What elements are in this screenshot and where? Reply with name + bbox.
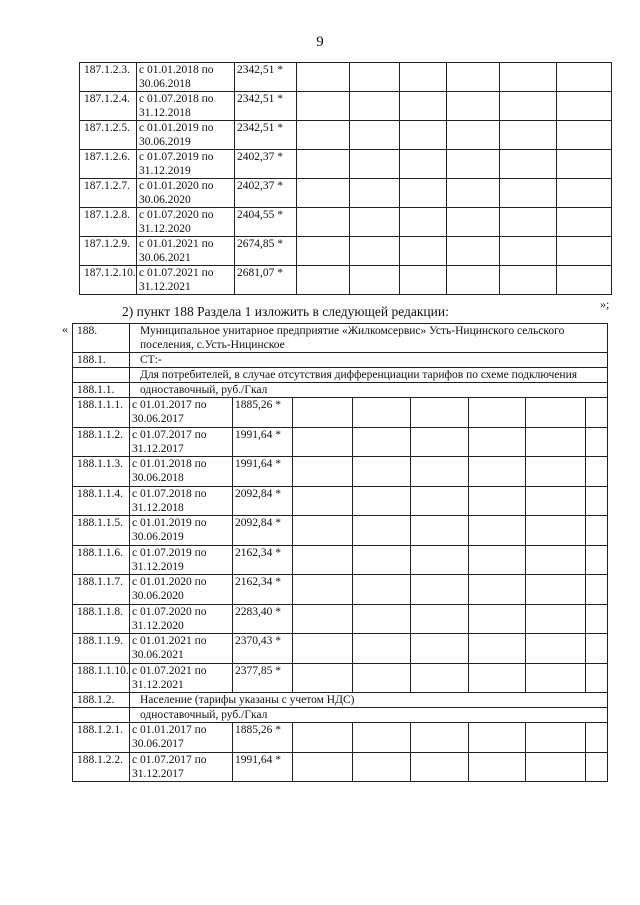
empty-cell bbox=[586, 723, 608, 753]
empty-cell bbox=[293, 575, 353, 605]
empty-cell bbox=[293, 634, 353, 664]
tariff-value: 2092,84 * bbox=[233, 516, 293, 546]
empty-cell bbox=[293, 663, 353, 693]
period-start: с 01.07.2019 по bbox=[132, 546, 207, 559]
period-cell bbox=[137, 150, 235, 179]
empty-cell bbox=[350, 179, 400, 208]
period-cell bbox=[137, 179, 235, 208]
row-code: 187.1.2.8. bbox=[80, 208, 137, 237]
tariff-row bbox=[80, 179, 612, 208]
empty-cell bbox=[557, 208, 612, 237]
tariff-value: 2404,55 * bbox=[235, 208, 297, 237]
empty-cell bbox=[500, 121, 557, 150]
period-cell bbox=[137, 266, 235, 295]
empty-cell bbox=[500, 150, 557, 179]
tariff-table-188 bbox=[72, 323, 608, 782]
tariff-value: 2092,84 * bbox=[233, 486, 293, 516]
empty-cell bbox=[586, 604, 608, 634]
empty-cell bbox=[350, 237, 400, 266]
supplier-name: Муниципальное унитарное предприятие «Жилкомсервис» Усть-Ницинского сельского поселения, с.Усть-Ницинское bbox=[130, 324, 608, 353]
empty-cell bbox=[297, 237, 350, 266]
period-cell bbox=[130, 457, 233, 487]
row-code: 188. bbox=[73, 324, 130, 353]
empty-cell bbox=[411, 663, 469, 693]
tariff-table-187 bbox=[79, 62, 612, 295]
period-start: с 01.07.2020 по bbox=[139, 209, 214, 221]
tariff-value: 1991,64 * bbox=[233, 457, 293, 487]
row-code: 188.1.2. bbox=[73, 693, 130, 708]
empty-cell bbox=[297, 92, 350, 121]
row-code: 188.1.1.4. bbox=[73, 486, 130, 516]
period-end: 30.06.2017 bbox=[132, 738, 184, 750]
period-start: с 01.01.2020 по bbox=[132, 576, 207, 588]
period-end: 31.12.2021 bbox=[139, 281, 191, 293]
period-end: 31.12.2019 bbox=[139, 165, 191, 177]
empty-cell bbox=[557, 92, 612, 121]
empty-cell bbox=[500, 63, 557, 92]
empty-cell bbox=[586, 663, 608, 693]
empty-cell bbox=[400, 208, 447, 237]
empty-cell bbox=[447, 208, 500, 237]
empty-cell bbox=[293, 457, 353, 487]
empty-cell bbox=[500, 92, 557, 121]
empty-cell bbox=[447, 150, 500, 179]
empty-cell bbox=[586, 398, 608, 428]
empty-cell bbox=[526, 486, 586, 516]
empty-cell bbox=[353, 427, 411, 457]
tariff-row bbox=[73, 575, 608, 605]
empty-cell bbox=[353, 516, 411, 546]
section-row bbox=[73, 693, 608, 708]
empty-cell bbox=[586, 545, 608, 575]
row-code: 187.1.2.7. bbox=[80, 179, 137, 208]
empty-cell bbox=[526, 575, 586, 605]
empty-cell bbox=[469, 457, 526, 487]
period-cell bbox=[137, 92, 235, 121]
section-row bbox=[73, 708, 608, 723]
empty-cell bbox=[400, 150, 447, 179]
tariff-value: 2162,34 * bbox=[233, 545, 293, 575]
empty-cell bbox=[526, 457, 586, 487]
empty-cell bbox=[411, 457, 469, 487]
period-end: 31.12.2017 bbox=[132, 442, 184, 455]
empty-cell bbox=[297, 150, 350, 179]
page-number: 9 bbox=[316, 34, 324, 50]
empty-cell bbox=[350, 150, 400, 179]
empty-cell bbox=[293, 427, 353, 457]
empty-cell bbox=[469, 427, 526, 457]
empty-cell bbox=[400, 63, 447, 92]
period-cell bbox=[130, 723, 233, 753]
tariff-row bbox=[80, 150, 612, 179]
tariff-value: 2377,85 * bbox=[233, 663, 293, 693]
period-cell bbox=[130, 516, 233, 546]
population-category: Население (тарифы указаны с учетом НДС) bbox=[130, 693, 608, 708]
row-code: 187.1.2.10. bbox=[80, 266, 137, 295]
empty-cell bbox=[297, 63, 350, 92]
empty-cell bbox=[353, 486, 411, 516]
tariff-row bbox=[80, 266, 612, 295]
empty-cell bbox=[469, 575, 526, 605]
period-end: 31.12.2017 bbox=[132, 767, 184, 780]
tariff-value: 2681,07 * bbox=[235, 266, 297, 295]
tariff-row bbox=[73, 545, 608, 575]
period-cell bbox=[130, 634, 233, 664]
empty-cell bbox=[586, 486, 608, 516]
period-cell bbox=[137, 63, 235, 92]
empty-cell bbox=[293, 398, 353, 428]
empty-cell bbox=[411, 516, 469, 546]
empty-cell bbox=[293, 486, 353, 516]
row-code: 188.1.1.3. bbox=[73, 457, 130, 487]
rate-type: одноставочный, руб./Гкал bbox=[130, 383, 608, 398]
empty-cell bbox=[526, 634, 586, 664]
tariff-row bbox=[73, 723, 608, 753]
period-end: 31.12.2021 bbox=[132, 678, 184, 691]
period-cell bbox=[130, 575, 233, 605]
section-row bbox=[73, 368, 608, 383]
empty-cell bbox=[411, 398, 469, 428]
period-end: 30.06.2021 bbox=[139, 252, 191, 264]
row-code: 188.1.2.2. bbox=[73, 752, 130, 782]
row-code: 188.1.1.10. bbox=[73, 663, 130, 693]
empty-cell bbox=[350, 63, 400, 92]
empty-cell bbox=[469, 398, 526, 428]
period-end: 30.06.2018 bbox=[132, 472, 184, 484]
empty-cell bbox=[411, 545, 469, 575]
period-start: с 01.07.2017 по bbox=[132, 428, 207, 441]
period-cell bbox=[130, 398, 233, 428]
section-row bbox=[73, 324, 608, 353]
row-code: 187.1.2.4. bbox=[80, 92, 137, 121]
empty-cell bbox=[293, 604, 353, 634]
row-code: 187.1.2.9. bbox=[80, 237, 137, 266]
empty-cell bbox=[353, 634, 411, 664]
tariff-row bbox=[73, 457, 608, 487]
empty-cell bbox=[500, 266, 557, 295]
tariff-value: 2342,51 * bbox=[235, 63, 297, 92]
period-end: 30.06.2020 bbox=[139, 194, 191, 206]
empty-cell bbox=[557, 63, 612, 92]
empty-cell bbox=[557, 121, 612, 150]
period-cell bbox=[130, 604, 233, 634]
tariff-value: 2342,51 * bbox=[235, 92, 297, 121]
empty-cell bbox=[469, 752, 526, 782]
empty-cell bbox=[411, 604, 469, 634]
tariff-value: 2370,43 * bbox=[233, 634, 293, 664]
empty-cell bbox=[526, 398, 586, 428]
empty-cell bbox=[526, 545, 586, 575]
empty-cell bbox=[353, 604, 411, 634]
empty-cell bbox=[293, 545, 353, 575]
empty-cell bbox=[400, 266, 447, 295]
empty-code bbox=[73, 368, 130, 383]
system-type: СТ:- bbox=[130, 353, 608, 368]
empty-cell bbox=[586, 457, 608, 487]
empty-cell bbox=[400, 92, 447, 121]
empty-cell bbox=[447, 179, 500, 208]
empty-cell bbox=[500, 208, 557, 237]
section-row bbox=[73, 353, 608, 368]
tariff-row bbox=[73, 604, 608, 634]
empty-cell bbox=[469, 663, 526, 693]
opening-quote: « bbox=[62, 322, 68, 336]
row-code: 188.1.1.9. bbox=[73, 634, 130, 664]
empty-cell bbox=[297, 121, 350, 150]
section-row bbox=[73, 383, 608, 398]
period-start: с 01.01.2018 по bbox=[132, 458, 207, 470]
period-cell bbox=[137, 121, 235, 150]
period-end: 30.06.2017 bbox=[132, 413, 184, 425]
period-cell bbox=[130, 545, 233, 575]
empty-cell bbox=[350, 121, 400, 150]
row-code: 187.1.2.3. bbox=[80, 63, 137, 92]
empty-cell bbox=[411, 486, 469, 516]
period-end: 30.06.2018 bbox=[139, 78, 191, 90]
empty-cell bbox=[557, 179, 612, 208]
empty-cell bbox=[447, 63, 500, 92]
empty-cell bbox=[350, 208, 400, 237]
empty-cell bbox=[293, 752, 353, 782]
empty-cell bbox=[586, 634, 608, 664]
empty-cell bbox=[353, 545, 411, 575]
tariff-value: 2674,85 * bbox=[235, 237, 297, 266]
empty-cell bbox=[353, 752, 411, 782]
period-cell bbox=[137, 208, 235, 237]
empty-cell bbox=[469, 516, 526, 546]
tariff-row bbox=[73, 516, 608, 546]
period-end: 31.12.2020 bbox=[132, 619, 184, 632]
empty-cell bbox=[293, 516, 353, 546]
empty-cell bbox=[400, 237, 447, 266]
tariff-value: 2402,37 * bbox=[235, 179, 297, 208]
tariff-value: 2342,51 * bbox=[235, 121, 297, 150]
empty-cell bbox=[526, 723, 586, 753]
empty-cell bbox=[586, 516, 608, 546]
empty-cell bbox=[447, 266, 500, 295]
empty-cell bbox=[447, 121, 500, 150]
tariff-row bbox=[73, 398, 608, 428]
period-start: с 01.01.2017 по bbox=[132, 399, 207, 411]
period-start: с 01.07.2017 по bbox=[132, 753, 207, 766]
row-code: 188.1.1.1. bbox=[73, 398, 130, 428]
period-start: с 01.01.2017 по bbox=[132, 724, 207, 736]
tariff-row bbox=[80, 63, 612, 92]
tariff-value: 1885,26 * bbox=[233, 398, 293, 428]
period-end: 30.06.2019 bbox=[139, 136, 191, 148]
tariff-row bbox=[73, 427, 608, 457]
tariff-value: 1885,26 * bbox=[233, 723, 293, 753]
empty-cell bbox=[411, 575, 469, 605]
tariff-row bbox=[73, 486, 608, 516]
empty-cell bbox=[297, 208, 350, 237]
empty-cell bbox=[586, 575, 608, 605]
empty-cell bbox=[353, 398, 411, 428]
empty-cell bbox=[293, 723, 353, 753]
amendment-instruction: 2) пункт 188 Раздела 1 изложить в следующей редакции: bbox=[122, 304, 449, 319]
period-start: с 01.07.2021 по bbox=[139, 267, 214, 279]
empty-cell bbox=[526, 663, 586, 693]
period-start: с 01.01.2019 по bbox=[132, 517, 207, 529]
empty-cell bbox=[400, 121, 447, 150]
empty-cell bbox=[353, 723, 411, 753]
tariff-row bbox=[73, 663, 608, 693]
tariff-value: 2283,40 * bbox=[233, 604, 293, 634]
period-start: с 01.07.2018 по bbox=[132, 487, 207, 500]
closing-quote: »; bbox=[600, 297, 610, 311]
row-code: 188.1.1.2. bbox=[73, 427, 130, 457]
period-end: 30.06.2019 bbox=[132, 531, 184, 543]
empty-cell bbox=[586, 427, 608, 457]
empty-cell bbox=[557, 150, 612, 179]
tariff-value: 1991,64 * bbox=[233, 427, 293, 457]
row-code: 188.1. bbox=[73, 353, 130, 368]
empty-cell bbox=[469, 604, 526, 634]
empty-cell bbox=[526, 752, 586, 782]
period-cell bbox=[137, 237, 235, 266]
tariff-value: 2162,34 * bbox=[233, 575, 293, 605]
empty-cell bbox=[411, 634, 469, 664]
empty-cell bbox=[353, 663, 411, 693]
empty-cell bbox=[469, 486, 526, 516]
empty-cell bbox=[447, 92, 500, 121]
tariff-value: 2402,37 * bbox=[235, 150, 297, 179]
rate-type: одноставочный, руб./Гкал bbox=[130, 708, 608, 723]
row-code: 188.1.1.8. bbox=[73, 604, 130, 634]
empty-cell bbox=[353, 575, 411, 605]
empty-cell bbox=[400, 179, 447, 208]
period-start: с 01.01.2020 по bbox=[139, 180, 214, 192]
period-end: 30.06.2020 bbox=[132, 590, 184, 602]
period-start: с 01.01.2021 по bbox=[139, 238, 214, 250]
empty-cell bbox=[526, 516, 586, 546]
period-start: с 01.07.2021 по bbox=[132, 664, 207, 677]
period-start: с 01.01.2021 по bbox=[132, 635, 207, 647]
row-code: 188.1.1.6. bbox=[73, 545, 130, 575]
tariff-row bbox=[80, 92, 612, 121]
period-start: с 01.01.2018 по bbox=[139, 64, 214, 76]
empty-cell bbox=[500, 237, 557, 266]
empty-cell bbox=[297, 266, 350, 295]
row-code: 187.1.2.5. bbox=[80, 121, 137, 150]
tariff-row bbox=[73, 752, 608, 782]
empty-cell bbox=[500, 179, 557, 208]
row-code: 188.1.2.1. bbox=[73, 723, 130, 753]
period-end: 31.12.2018 bbox=[139, 107, 191, 119]
empty-cell bbox=[353, 457, 411, 487]
empty-cell bbox=[297, 179, 350, 208]
empty-cell bbox=[469, 634, 526, 664]
empty-cell bbox=[557, 237, 612, 266]
empty-cell bbox=[350, 266, 400, 295]
empty-cell bbox=[411, 427, 469, 457]
tariff-row bbox=[73, 634, 608, 664]
empty-cell bbox=[557, 266, 612, 295]
tariff-row bbox=[80, 121, 612, 150]
period-end: 30.06.2021 bbox=[132, 649, 184, 661]
period-cell bbox=[130, 752, 233, 782]
empty-cell bbox=[526, 427, 586, 457]
consumer-category: Для потребителей, в случае отсутствия дифференциации тарифов по схеме подключения bbox=[130, 368, 608, 383]
empty-cell bbox=[586, 752, 608, 782]
empty-cell bbox=[469, 723, 526, 753]
row-code: 187.1.2.6. bbox=[80, 150, 137, 179]
row-code: 188.1.1.5. bbox=[73, 516, 130, 546]
period-cell bbox=[130, 663, 233, 693]
period-start: с 01.07.2018 по bbox=[139, 93, 214, 105]
period-end: 31.12.2019 bbox=[132, 560, 184, 573]
period-end: 31.12.2020 bbox=[139, 223, 191, 235]
period-start: с 01.07.2019 по bbox=[139, 151, 214, 163]
empty-cell bbox=[411, 723, 469, 753]
tariff-row bbox=[80, 208, 612, 237]
period-end: 31.12.2018 bbox=[132, 501, 184, 514]
tariff-value: 1991,64 * bbox=[233, 752, 293, 782]
tariff-row bbox=[80, 237, 612, 266]
empty-cell bbox=[526, 604, 586, 634]
empty-cell bbox=[350, 92, 400, 121]
empty-cell bbox=[447, 237, 500, 266]
row-code: 188.1.1. bbox=[73, 383, 130, 398]
empty-code bbox=[73, 708, 130, 723]
row-code: 188.1.1.7. bbox=[73, 575, 130, 605]
period-cell bbox=[130, 427, 233, 457]
period-start: с 01.07.2020 по bbox=[132, 605, 207, 618]
empty-cell bbox=[411, 752, 469, 782]
period-start: с 01.01.2019 по bbox=[139, 122, 214, 134]
period-cell bbox=[130, 486, 233, 516]
empty-cell bbox=[469, 545, 526, 575]
